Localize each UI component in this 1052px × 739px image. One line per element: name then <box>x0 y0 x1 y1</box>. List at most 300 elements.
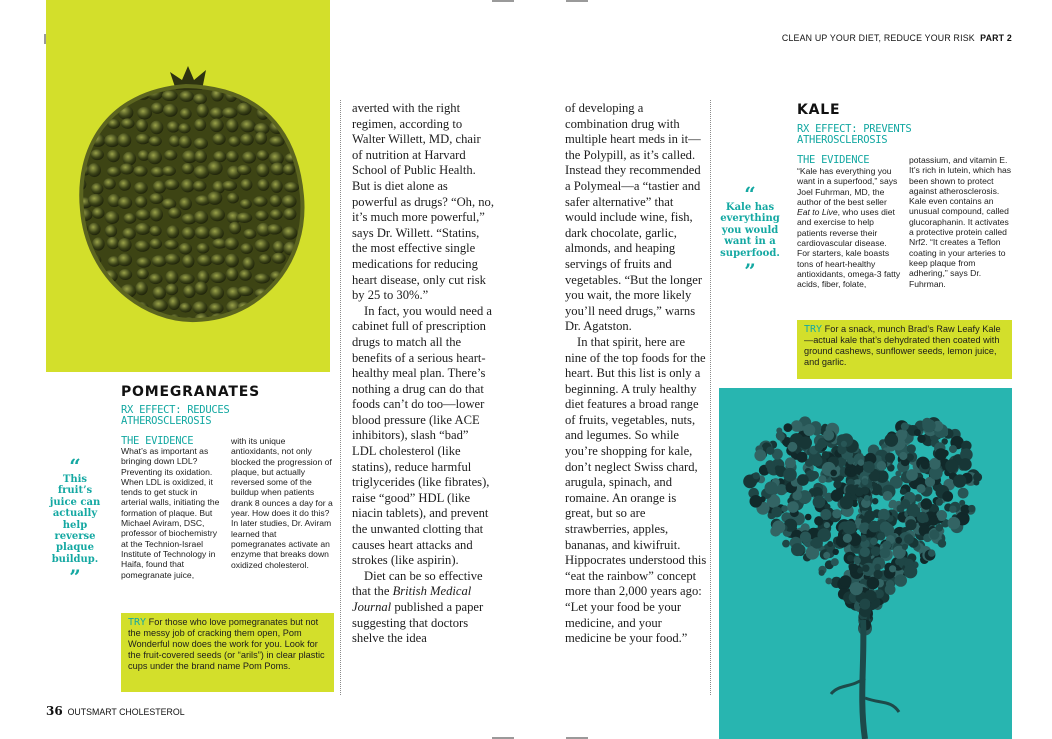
kale-leaf-curl <box>921 460 930 469</box>
pomegranate-seed <box>193 301 208 314</box>
kale-leaf-curl <box>968 505 975 512</box>
pomegranate-seed <box>210 107 224 119</box>
pomegranate-seed <box>282 226 297 239</box>
kale-evidence-heading: THE EVIDENCE <box>797 154 870 166</box>
pomegranate-seed <box>119 269 132 280</box>
rx-value: REDUCES ATHEROSCLEROSIS <box>121 404 230 427</box>
close-quote-mark: ” <box>744 259 756 284</box>
pomegranate-seed <box>197 255 212 267</box>
pomegranate-seed <box>194 119 206 131</box>
pomegranate-seed <box>165 284 178 296</box>
pomegranate-seed <box>77 287 89 300</box>
kale-leaf-curl <box>750 495 763 508</box>
pomegranate-seed <box>222 107 238 118</box>
pomegranate-seed <box>255 89 270 102</box>
pomegranate-seed <box>256 163 269 177</box>
pomegranate-seed <box>284 182 299 192</box>
kale-leaf-curl <box>818 475 826 483</box>
pomegranate-seed <box>167 121 180 132</box>
pomegranate-seed <box>74 132 90 144</box>
kale-leaf-curl <box>895 471 901 477</box>
kale-leaf-curl <box>850 582 863 595</box>
kale-leaf-curl <box>929 530 939 540</box>
pomegranate-seed <box>120 313 132 326</box>
body-column-1 <box>352 101 494 647</box>
rx-value: PREVENTS ATHEROSCLEROSIS <box>797 123 912 146</box>
paragraph: averted with the right regimen, according to Walter Willett, MD, chair of nutrition at Harvard School of Public Health. But is diet alone as powerful as drugs? “Oh, no, it’s much more powerful,” says Dr. Willett. “Statins, the most effective single medications for reducing heart disease, only cut risk by 25 to 30%.” <box>352 101 494 303</box>
kale-leaf-curl <box>805 514 812 521</box>
pomegranate-seed <box>283 208 296 220</box>
pomegranate-seed <box>135 209 150 220</box>
kale-leaf-curl <box>845 469 851 475</box>
pomegranate-seed <box>284 296 298 309</box>
pomegranate-seed <box>224 237 238 250</box>
pomegranate-seed <box>152 286 166 299</box>
pomegranate-seed <box>259 254 271 264</box>
kale-leaf-curl <box>938 539 946 547</box>
kale-leaf-curl <box>878 509 890 521</box>
pomegranate-seed <box>195 281 208 294</box>
kale-evidence-col1 <box>797 166 902 290</box>
pomegranate-seed <box>88 194 104 207</box>
kale-leaf-curl <box>830 470 837 477</box>
pomegranate-seed <box>75 117 88 129</box>
kale-leaf-curl <box>888 502 894 508</box>
trim-mark-top <box>492 0 514 2</box>
pomegranate-seed <box>179 274 195 284</box>
pomegranate-seed <box>272 253 286 264</box>
kale-leaf-curl <box>874 570 883 579</box>
pomegranate-seed <box>150 121 163 135</box>
pomegranate-seed <box>283 164 295 175</box>
pomegranate-seed <box>117 133 131 147</box>
pomegranate-seed <box>91 183 103 194</box>
kale-leaf-curl <box>861 487 869 495</box>
pomegranate-seed <box>92 207 105 218</box>
kale-leaf-curl <box>883 491 893 501</box>
kale-leaf-curl <box>907 454 914 461</box>
pomegranate-seed <box>268 89 282 99</box>
paragraph: of developing a combination drug with multiple heart meds in it—the Polypill, as it’s called. Instead they recommended a Polymeal—a “tastier and safer alternative” that would include wine, fish, dark chocolate, garlic, almonds, and heaping servings of fruits and vegetables. “But the longer you wait, the more likely you’ll need drugs,” warns Dr. Agatston. <box>565 101 703 334</box>
pomegranate-seed <box>121 118 135 128</box>
publication-name: OUTSMART CHOLESTEROL <box>67 707 185 717</box>
pomegranate-seed <box>92 237 105 250</box>
pomegranate-photo <box>46 0 330 372</box>
try-text: For a snack, munch Brad’s Raw Leafy Kale—actual kale that’s dehydrated then coated with ground cashews, sunflower seeds, lemon juice, and garlic. <box>804 324 1001 367</box>
kale-leaf-curl <box>791 543 804 556</box>
pomegranate-seed <box>210 118 224 132</box>
pomegranate-seed <box>149 136 162 146</box>
pomegranate-seed <box>270 315 283 328</box>
pomegranate-seed <box>78 317 90 329</box>
pomegranate-seed <box>180 108 192 119</box>
kale-leaf-curl <box>765 481 778 494</box>
pomegranate-seed <box>242 151 256 163</box>
kale-leaf-curl <box>799 436 812 449</box>
pomegranate-seed <box>239 269 252 280</box>
kale-leaf-curl <box>840 575 852 587</box>
pomegranate-seed <box>210 286 224 300</box>
page-number: 36 <box>46 704 63 718</box>
pomegranate-seed <box>107 150 120 163</box>
pomegranate-seed <box>87 300 102 310</box>
kale-leaf-curl <box>858 459 865 466</box>
pomegranate-seed <box>77 257 90 270</box>
kale-leaf-curl <box>791 452 797 458</box>
pomegranate-seed <box>229 222 241 235</box>
pomegranate-seed <box>237 165 251 175</box>
pomegranate-seed <box>163 104 178 117</box>
kale-leaf-curl <box>784 423 793 432</box>
pomegranate-seed <box>152 255 167 267</box>
pomegranate-seed <box>74 271 88 283</box>
kale-leaf-curl <box>843 534 852 543</box>
kale-leaf-curl <box>870 538 878 546</box>
kale-leaf-curl <box>900 499 910 509</box>
text-run: Diet can be so effective that the <box>352 568 483 599</box>
pomegranate-seed <box>152 299 168 311</box>
pomegranate-seed <box>195 226 211 239</box>
body-column-2 <box>565 101 707 647</box>
pomegranate-seed <box>284 287 297 301</box>
pomegranate-seed <box>257 313 273 326</box>
kale-leaf-curl <box>797 474 809 486</box>
kale-leaf-curl <box>905 519 916 530</box>
pomegranates-pull-quote <box>48 454 102 590</box>
kale-leaf-curl <box>868 521 880 533</box>
kale-leaf-curl <box>854 557 861 564</box>
pomegranate-seed <box>207 191 222 204</box>
kale-leaf-curl <box>847 555 854 562</box>
kale-leaf-curl <box>904 534 914 544</box>
pomegranate-seed <box>243 229 256 239</box>
pomegranate-seed <box>194 165 210 178</box>
pomegranate-seed <box>257 179 269 191</box>
kale-leaf-curl <box>820 509 831 520</box>
kale-leaf-curl <box>782 540 790 548</box>
kale-leaf-curl <box>862 478 869 485</box>
pomegranate-seed <box>118 253 133 266</box>
try-label: TRY <box>128 617 147 628</box>
pomegranate-seed <box>179 302 191 312</box>
kale-leaf-curl <box>945 459 958 472</box>
paragraph: In fact, you would need a cabinet full of prescription drugs to match all the benefits of a serious heart-healthy meal plan. There’s nothing a drug can do that foods can’t do too—lower blood pressure (like ACE inhibitors), slash “bad” LDL cholesterol (like statins), reduce harmful triglycerides (like fibrates), raise “good” HDL (like niacin tablets), and prevent the unwanted clotting that causes heart attacks and strokes (like aspirin). <box>352 303 492 568</box>
kale-leaf-curl <box>880 548 891 559</box>
pomegranate-seed <box>73 298 86 310</box>
pomegranate-seed <box>182 255 194 268</box>
kale-leaf-curl <box>824 522 830 528</box>
pomegranate-seed <box>196 104 208 118</box>
pomegranate-seed <box>90 107 104 119</box>
kale-leaf-curl <box>929 516 939 526</box>
kale-leaf-curl <box>811 471 819 479</box>
pomegranate-seed <box>240 120 256 133</box>
pomegranate-seed <box>168 296 180 310</box>
running-header <box>760 33 1012 43</box>
pomegranate-seed <box>285 272 299 283</box>
pomegranate-seed <box>120 163 134 174</box>
kale-leaf-curl <box>948 517 961 530</box>
kale-leaf-curl <box>864 510 875 521</box>
kale-leaf-curl <box>880 522 892 534</box>
kale-leaf-curl <box>823 552 830 559</box>
pomegranate-seed <box>149 193 163 204</box>
kale-leaf-curl <box>772 520 785 533</box>
pomegranate-seed <box>270 209 283 220</box>
kale-rx-effect <box>797 124 937 146</box>
kale-leaf-curl <box>825 578 832 585</box>
kale-leaf-curl <box>864 495 870 501</box>
kale-leaf-curl <box>787 501 799 513</box>
kale-leaf-curl <box>885 584 896 595</box>
pomegranate-seed <box>227 193 239 204</box>
book-title: Eat to Live <box>797 207 838 218</box>
pomegranate-seed <box>254 239 269 252</box>
kale-leaf-curl <box>827 541 833 547</box>
pomegranate-seed <box>137 268 149 279</box>
pomegranate-seed <box>118 197 132 209</box>
kale-leaf-curl <box>917 435 925 443</box>
pomegranate-seed <box>105 211 119 224</box>
kale-leaf-curl <box>797 452 808 463</box>
pomegranates-evidence-heading: THE EVIDENCE <box>121 435 194 447</box>
kale-leaf-curl <box>953 474 966 487</box>
pomegranate-seed <box>210 208 225 221</box>
pomegranate-seed <box>164 240 178 250</box>
kale-leaf-curl <box>885 453 895 463</box>
pomegranate-seed <box>270 162 285 175</box>
kale-leaf-curl <box>959 500 965 506</box>
pomegranate-seed <box>182 227 195 240</box>
pomegranate-seed <box>166 225 179 238</box>
kale-leaf-curl <box>813 496 826 509</box>
pomegranate-seed <box>135 223 151 235</box>
kale-leaf-curl <box>877 461 887 471</box>
kale-leaf-curl <box>928 549 935 556</box>
pomegranate-seed <box>91 89 103 103</box>
pomegranate-seed <box>76 91 88 102</box>
pull-quote-text: Kale has everything you would want in a superfood. <box>720 202 780 259</box>
column-divider <box>340 100 341 695</box>
kale-leaf-curl <box>917 512 928 523</box>
kale-leaf-curl <box>958 488 969 499</box>
kale-leaf-curl <box>904 565 918 579</box>
kale-leaf-curl <box>824 504 830 510</box>
pomegranate-seed <box>135 282 147 296</box>
pomegranate-seed <box>162 166 176 176</box>
kale-leaf-curl <box>811 537 823 549</box>
pomegranate-seed <box>273 241 285 254</box>
kale-leaf-curl <box>885 433 899 447</box>
kale-leaf-curl <box>871 546 881 556</box>
paragraph <box>352 569 494 647</box>
pomegranate-seed <box>89 316 101 326</box>
pomegranate-seed <box>282 195 297 208</box>
kale-leaf-curl <box>785 457 796 468</box>
pomegranate-seed <box>178 123 190 133</box>
kale-leaf-curl <box>771 507 782 518</box>
kale-leaf-curl <box>914 494 922 502</box>
close-quote-mark: ” <box>69 565 81 590</box>
pomegranate-seed <box>107 298 122 309</box>
pomegranate-seed <box>282 89 297 102</box>
page-footer <box>46 704 185 718</box>
pomegranate-seed <box>179 135 192 148</box>
pomegranate-seed <box>271 180 283 193</box>
kale-title: KALE <box>797 102 841 118</box>
kale-leaf-curl <box>831 558 839 566</box>
kale-leaf-curl <box>860 599 871 610</box>
pomegranate-seed <box>269 103 281 113</box>
pomegranate-seed <box>133 317 148 329</box>
pomegranate-seed <box>88 223 100 235</box>
pomegranate-seed <box>134 182 148 194</box>
pomegranate-seed <box>255 210 269 221</box>
pomegranate-seed <box>228 136 240 147</box>
pomegranate-seed <box>107 237 120 249</box>
pomegranate-seed <box>106 89 119 102</box>
pomegranate-seed <box>285 122 300 135</box>
rx-label: RX EFFECT: <box>121 404 182 416</box>
pomegranate-seed <box>194 211 208 224</box>
pomegranate-seed <box>225 254 239 268</box>
kale-pull-quote <box>718 182 782 284</box>
text-run: published a paper suggesting that doctors shelve the idea <box>352 600 484 646</box>
journal-title: British Medical Journal <box>352 584 472 614</box>
kale-leaf-curl <box>766 447 774 455</box>
pomegranate-seed <box>209 303 224 314</box>
pomegranate-seed <box>133 166 147 177</box>
kale-try-box <box>797 320 1012 379</box>
pomegranate-seed <box>226 119 238 133</box>
pomegranate-seed <box>240 133 254 145</box>
pomegranate-seed <box>237 315 252 326</box>
kale-leaf-curl <box>862 565 869 572</box>
pomegranate-seed <box>107 167 121 177</box>
kale-heart-illustration <box>719 388 1012 739</box>
kale-leaf-curl <box>949 506 956 513</box>
kale-leaf-curl <box>753 472 760 479</box>
kale-leaf-curl <box>877 532 885 540</box>
kale-leaf-curl <box>899 452 907 460</box>
kale-leaf-curl <box>895 537 902 544</box>
pomegranate-seed <box>240 243 253 254</box>
pomegranate-seed <box>165 270 178 284</box>
kale-leaf-curl <box>973 480 979 486</box>
kale-leaf-curl <box>833 480 841 488</box>
pomegranate-seed <box>78 104 92 116</box>
open-quote-mark: “ <box>744 182 756 206</box>
kale-leaf-curl <box>894 574 907 587</box>
part-label: PART 2 <box>980 33 1012 43</box>
pomegranate-seed <box>194 150 207 163</box>
pomegranate-seed <box>285 108 300 119</box>
pomegranate-seed <box>148 150 162 164</box>
kale-leaf-curl <box>906 469 918 481</box>
pomegranate-seed <box>106 314 122 325</box>
pomegranate-seed <box>211 254 225 265</box>
text-run: , who uses diet and exercise to help patients reverse their cardiovascular disease. For starters, kale boasts tons of heart-healthy antioxidants, omega-3 fatty acids, fiber, folate, <box>797 207 901 290</box>
pomegranate-illustration <box>46 0 330 372</box>
kale-leaf-curl <box>872 498 878 504</box>
try-text: For those who love pomegranates but not the messy job of cracking them open, Pom Wonderful now does the work for you. Look for the fruit-covered seeds (or “arils”) in clear plastic cups under the brand name Pom Poms. <box>128 617 325 671</box>
pomegranate-seed <box>237 286 253 296</box>
kale-leaf-curl <box>921 498 932 509</box>
kale-leaf-curl <box>942 491 953 502</box>
kale-leaf-curl <box>843 521 857 535</box>
pomegranate-seed <box>193 181 207 192</box>
pomegranate-seed <box>105 225 117 237</box>
pomegranate-seed <box>179 91 194 102</box>
paragraph: In that spirit, here are nine of the top foods for the heart. But this list is only a beginning. A truly healthy diet features a broad range of fruits, vegetables, nuts, and legumes. So while you’re shopping for kale, don’t neglect Swiss chard, arugula, spinach, and romaine. An orange is great, but so are strawberries, apples, bananas, and kiwifruit. Hippocrates understood this “eat the rainbow” concept more than 2,000 years ago: “Let your food be your medicine, and your medicine be your food.” <box>565 334 707 646</box>
pomegranate-seed <box>255 132 267 145</box>
pomegranate-seed <box>103 178 116 189</box>
pomegranate-seed <box>121 88 135 99</box>
pomegranate-seed <box>182 163 194 174</box>
pomegranate-seed <box>137 107 152 120</box>
pomegranates-title: POMEGRANATES <box>121 384 261 400</box>
kale-leaf-curl <box>936 498 943 505</box>
kale-leaf-curl <box>800 532 811 543</box>
try-label: TRY <box>804 324 823 335</box>
pomegranate-seed <box>253 196 267 206</box>
pomegranate-seed <box>91 149 104 160</box>
kale-leaf-curl <box>914 429 921 436</box>
pomegranate-seed <box>181 179 195 192</box>
pomegranate-seed <box>222 181 237 191</box>
kale-leaf-curl <box>874 564 881 571</box>
pomegranate-seed <box>237 103 252 116</box>
kale-leaf-curl <box>781 505 788 512</box>
kale-leaf-curl <box>765 460 774 469</box>
kale-leaf-curl <box>922 419 935 432</box>
pomegranates-evidence-col1: What’s as important as bringing down LDL? Preventing its oxidation. When LDL is oxidized, it tends to get stuck in arterial walls, initiating the formation of plaque. But Michael Aviram, DSC, professor of biochemistry at the Technion-Israel Institute of Technology in Haifa, found that pomegranate juice, <box>121 446 220 580</box>
pomegranate-seed <box>149 273 163 284</box>
kale-leaf-curl <box>777 432 785 440</box>
kale-leaf-curl <box>935 448 947 460</box>
kale-leaf-curl <box>863 461 875 473</box>
column-divider <box>710 100 711 695</box>
pomegranate-seed <box>236 212 252 222</box>
pomegranate-seed <box>88 163 101 177</box>
pomegranate-seed <box>168 207 181 218</box>
pomegranate-seed <box>242 257 254 270</box>
pomegranate-seed <box>194 138 208 150</box>
kale-heart-photo <box>719 388 1012 739</box>
pomegranate-seed <box>267 224 282 235</box>
pomegranate-seed <box>151 102 164 113</box>
pomegranate-seed <box>269 136 285 146</box>
pomegranate-seed <box>226 151 238 163</box>
pomegranate-seed <box>118 238 132 252</box>
kale-leaf-curl <box>833 549 839 555</box>
pomegranate-seed <box>162 90 178 101</box>
pomegranate-seed <box>226 268 238 281</box>
pomegranate-seed <box>136 257 151 268</box>
pomegranate-seed <box>213 151 226 162</box>
kale-leaf-curl <box>901 422 909 430</box>
pomegranate-seed <box>269 195 281 207</box>
rx-label: RX EFFECT: <box>797 123 858 135</box>
kale-leaf-curl <box>819 570 825 576</box>
pomegranate-seed <box>118 179 130 191</box>
running-title: CLEAN UP YOUR DIET, REDUCE YOUR RISK <box>781 33 975 43</box>
kale-leaf-curl <box>849 563 858 572</box>
pomegranate-seed <box>183 285 196 298</box>
pomegranate-seed <box>135 196 147 208</box>
kale-leaf-curl <box>889 565 896 572</box>
pomegranate-seed <box>123 213 136 224</box>
